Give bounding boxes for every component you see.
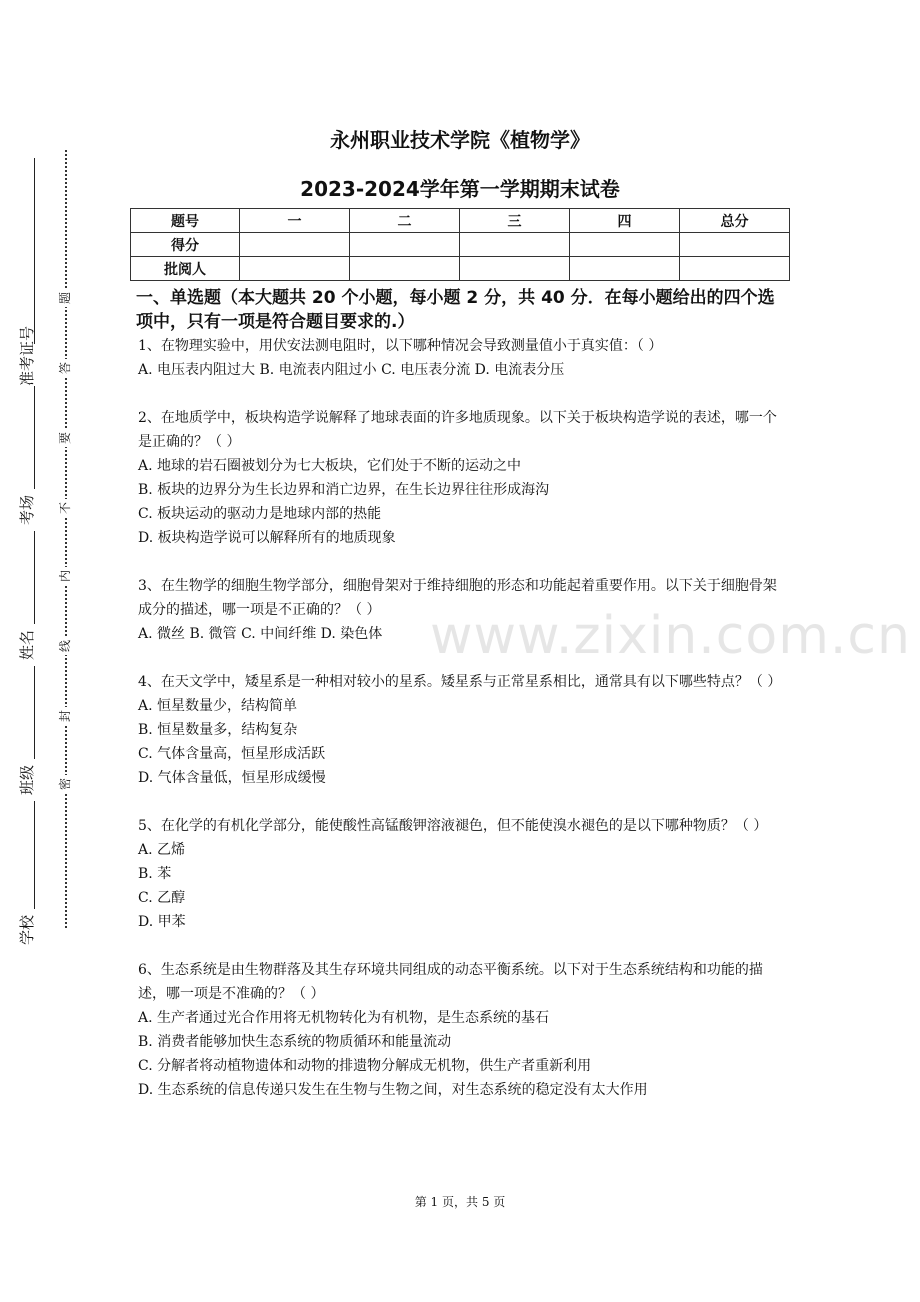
field-label-exam-id: 准考证号 bbox=[18, 325, 36, 386]
score-header-cell: 二 bbox=[350, 209, 460, 233]
score-cell bbox=[680, 233, 790, 257]
question-option: C. 气体含量高，恒星形成活跃 bbox=[138, 746, 326, 762]
question bbox=[138, 670, 786, 790]
watermark: www.zixin.com.cn bbox=[430, 606, 911, 666]
question-stem: 5、在化学的有机化学部分，能使酸性高锰酸钾溶液褪色，但不能使溴水褪色的是以下哪种物质？（ ） bbox=[138, 818, 768, 834]
question-stem: 1、在物理实验中，用伏安法测电阻时，以下哪种情况会导致测量值小于真实值：（ ） bbox=[138, 338, 663, 354]
score-cell bbox=[350, 257, 460, 281]
seal-char: 线 bbox=[57, 637, 73, 655]
question-option: D. 板块构造学说可以解释所有的地质现象 bbox=[138, 530, 396, 546]
score-header-cell: 一 bbox=[240, 209, 350, 233]
question bbox=[138, 814, 786, 934]
question-option: A. 微丝 B. 微管 C. 中间纤维 D. 染色体 bbox=[138, 626, 383, 642]
score-table-row bbox=[131, 233, 790, 257]
field-label-exam-room: 考场 bbox=[17, 489, 37, 531]
question-option: A. 地球的岩石圈被划分为七大板块，它们处于不断的运动之中 bbox=[138, 458, 522, 474]
question-option: A. 生产者通过光合作用将无机物转化为有机物，是生态系统的基石 bbox=[138, 1010, 550, 1026]
question-stem: 4、在天文学中，矮星系是一种相对较小的星系。矮星系与正常星系相比，通常具有以下哪些特点？（ ） bbox=[138, 674, 782, 690]
question-option: A. 电压表内阻过大 B. 电流表内阻过小 C. 电压表分流 D. 电流表分压 bbox=[138, 362, 565, 378]
score-header-cell: 四 bbox=[570, 209, 680, 233]
question-option: A. 恒星数量少，结构简单 bbox=[138, 698, 298, 714]
question bbox=[138, 574, 786, 646]
question bbox=[138, 958, 786, 1102]
field-label-school: 学校 bbox=[17, 909, 37, 951]
score-cell bbox=[240, 257, 350, 281]
score-table-header-row bbox=[131, 209, 790, 233]
seal-dotted-line bbox=[65, 150, 67, 928]
question-option: C. 分解者将动植物遗体和动物的排遗物分解成无机物，供生产者重新利用 bbox=[138, 1058, 592, 1074]
question-option: C. 乙醇 bbox=[138, 890, 186, 906]
score-cell bbox=[460, 233, 570, 257]
question-option: B. 消费者能够加快生态系统的物质循环和能量流动 bbox=[138, 1034, 452, 1050]
field-label-class: 班级 bbox=[17, 759, 37, 801]
page-footer: 第 1 页，共 5 页 bbox=[414, 1195, 506, 1209]
question-option: B. 板块的边界分为生长边界和消亡边界，在生长边界往往形成海沟 bbox=[138, 482, 550, 498]
question-list bbox=[138, 334, 786, 1126]
score-row-label: 得分 bbox=[131, 233, 240, 257]
exam-title-school-course: 永州职业技术学院《植物学》 bbox=[330, 128, 590, 152]
binding-line bbox=[34, 158, 35, 950]
score-table bbox=[130, 208, 790, 281]
score-cell bbox=[350, 233, 460, 257]
seal-char: 不 bbox=[57, 499, 73, 517]
score-header-cell: 三 bbox=[460, 209, 570, 233]
seal-char: 答 bbox=[57, 359, 73, 377]
question-option: C. 板块运动的驱动力是地球内部的热能 bbox=[138, 506, 382, 522]
seal-char: 封 bbox=[57, 707, 73, 725]
score-cell bbox=[460, 257, 570, 281]
seal-char: 题 bbox=[57, 289, 73, 307]
seal-char: 密 bbox=[57, 775, 73, 793]
question-option: B. 苯 bbox=[138, 866, 172, 882]
question-stem: 3、在生物学的细胞生物学部分，细胞骨架对于维持细胞的形态和功能起着重要作用。以下关于细胞骨架成分的描述，哪一项是不正确的？（ ） bbox=[138, 578, 777, 618]
seal-char: 内 bbox=[57, 567, 73, 585]
question bbox=[138, 334, 786, 382]
question-option: B. 恒星数量多，结构复杂 bbox=[138, 722, 298, 738]
exam-title-term: 2023-2024学年第一学期期末试卷 bbox=[300, 177, 620, 201]
question-stem: 6、生态系统是由生物群落及其生存环境共同组成的动态平衡系统。以下对于生态系统结构和功能的描述，哪一项是不准确的？（ ） bbox=[138, 962, 763, 1002]
score-cell bbox=[570, 233, 680, 257]
question-option: D. 气体含量低，恒星形成缓慢 bbox=[138, 770, 326, 786]
question-stem: 2、在地质学中，板块构造学说解释了地球表面的许多地质现象。以下关于板块构造学说的表述，哪一个是正确的？（ ） bbox=[138, 410, 777, 450]
question bbox=[138, 406, 786, 550]
question-option: D. 生态系统的信息传递只发生在生物与生物之间，对生态系统的稳定没有太大作用 bbox=[138, 1082, 648, 1098]
section-heading: 一、单选题（本大题共 20 个小题，每小题 2 分，共 40 分．在每小题给出的四个选项中，只有一项是符合题目要求的.） bbox=[136, 288, 775, 332]
score-header-cell: 总分 bbox=[680, 209, 790, 233]
score-cell bbox=[240, 233, 350, 257]
score-header-cell: 题号 bbox=[131, 209, 240, 233]
field-label-name: 姓名 bbox=[17, 624, 37, 666]
question-option: A. 乙烯 bbox=[138, 842, 186, 858]
score-cell bbox=[680, 257, 790, 281]
score-cell bbox=[570, 257, 680, 281]
question-option: D. 甲苯 bbox=[138, 914, 186, 930]
seal-char: 要 bbox=[57, 429, 73, 447]
grader-row-label: 批阅人 bbox=[131, 257, 240, 281]
score-table-row bbox=[131, 257, 790, 281]
